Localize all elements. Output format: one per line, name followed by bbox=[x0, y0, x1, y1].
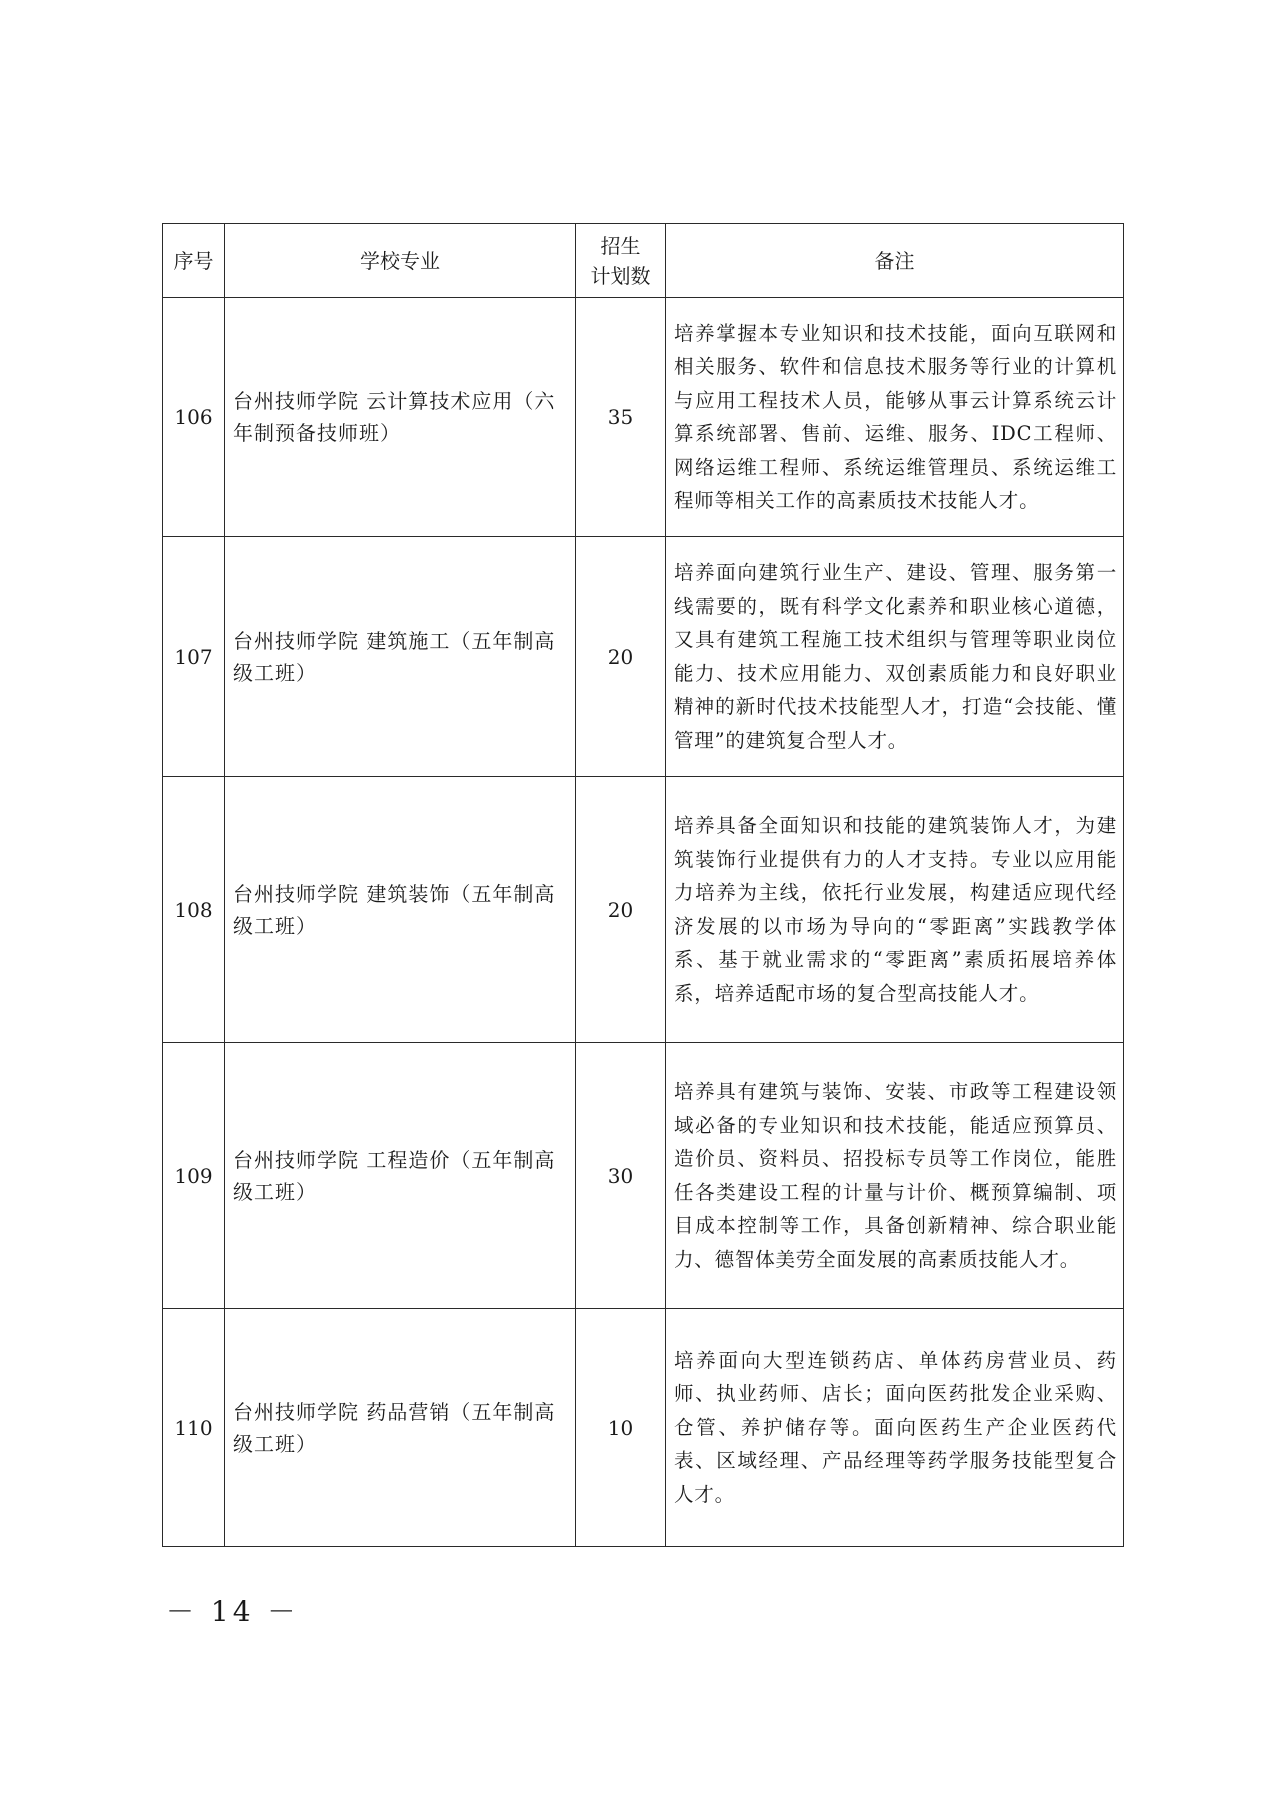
row-no: 110 bbox=[163, 1309, 225, 1547]
header-plan-line1: 招生 bbox=[600, 233, 641, 258]
page-number: － 14 － bbox=[166, 1595, 300, 1628]
table-row bbox=[163, 1043, 1124, 1309]
row-no: 106 bbox=[163, 298, 225, 537]
row-plan-count: 35 bbox=[576, 298, 666, 537]
enrollment-table-container bbox=[162, 223, 1123, 1547]
row-remarks: 培养具有建筑与装饰、安装、市政等工程建设领域必备的专业知识和技术技能，能适应预算员、造价员、资料员、招投标专员等工作岗位，能胜任各类建设工程的计量与计价、概预算编制、项目成本控制等工作，具备创新精神、综合职业能力、德智体美劳全面发展的高素质技能人才。 bbox=[666, 1043, 1124, 1309]
header-school-major: 学校专业 bbox=[225, 224, 576, 298]
table-header bbox=[163, 224, 1124, 298]
row-remarks: 培养掌握本专业知识和技术技能，面向互联网和相关服务、软件和信息技术服务等行业的计算机与应用工程技术人员，能够从事云计算系统云计算系统部署、售前、运维、服务、IDC工程师、网络运维工程师、系统运维管理员、系统运维工程师等相关工作的高素质技术技能人才。 bbox=[666, 298, 1124, 537]
row-plan-count: 20 bbox=[576, 777, 666, 1043]
row-remarks: 培养具备全面知识和技能的建筑装饰人才，为建筑装饰行业提供有力的人才支持。专业以应用能力培养为主线，依托行业发展，构建适应现代经济发展的以市场为导向的“零距离”实践教学体系、基于就业需求的“零距离”素质拓展培养体系，培养适配市场的复合型高技能人才。 bbox=[666, 777, 1124, 1043]
row-school-major: 台州技师学院 建筑装饰（五年制高级工班） bbox=[225, 777, 576, 1043]
table-header-row bbox=[163, 224, 1124, 298]
header-no: 序号 bbox=[163, 224, 225, 298]
row-school-major: 台州技师学院 药品营销（五年制高级工班） bbox=[225, 1309, 576, 1547]
row-school-major: 台州技师学院 云计算技术应用（六年制预备技师班） bbox=[225, 298, 576, 537]
row-school-major: 台州技师学院 工程造价（五年制高级工班） bbox=[225, 1043, 576, 1309]
table-body bbox=[163, 298, 1124, 1547]
header-remarks: 备注 bbox=[666, 224, 1124, 298]
row-no: 107 bbox=[163, 537, 225, 777]
row-plan-count: 30 bbox=[576, 1043, 666, 1309]
row-remarks: 培养面向建筑行业生产、建设、管理、服务第一线需要的，既有科学文化素养和职业核心道德，又具有建筑工程施工技术组织与管理等职业岗位能力、技术应用能力、双创素质能力和良好职业精神的新时代技术技能型人才，打造“会技能、懂管理”的建筑复合型人才。 bbox=[666, 537, 1124, 777]
table-row bbox=[163, 298, 1124, 537]
row-no: 108 bbox=[163, 777, 225, 1043]
header-plan-line2: 计划数 bbox=[590, 263, 651, 288]
row-remarks: 培养面向大型连锁药店、单体药房营业员、药师、执业药师、店长；面向医药批发企业采购、仓管、养护储存等。面向医药生产企业医药代表、区域经理、产品经理等药学服务技能型复合人才。 bbox=[666, 1309, 1124, 1547]
row-no: 109 bbox=[163, 1043, 225, 1309]
table-row bbox=[163, 777, 1124, 1043]
row-school-major: 台州技师学院 建筑施工（五年制高级工班） bbox=[225, 537, 576, 777]
table-row bbox=[163, 1309, 1124, 1547]
header-enrollment-plan bbox=[576, 224, 666, 298]
row-plan-count: 20 bbox=[576, 537, 666, 777]
row-plan-count: 10 bbox=[576, 1309, 666, 1547]
enrollment-plan-table bbox=[162, 223, 1124, 1547]
table-row bbox=[163, 537, 1124, 777]
